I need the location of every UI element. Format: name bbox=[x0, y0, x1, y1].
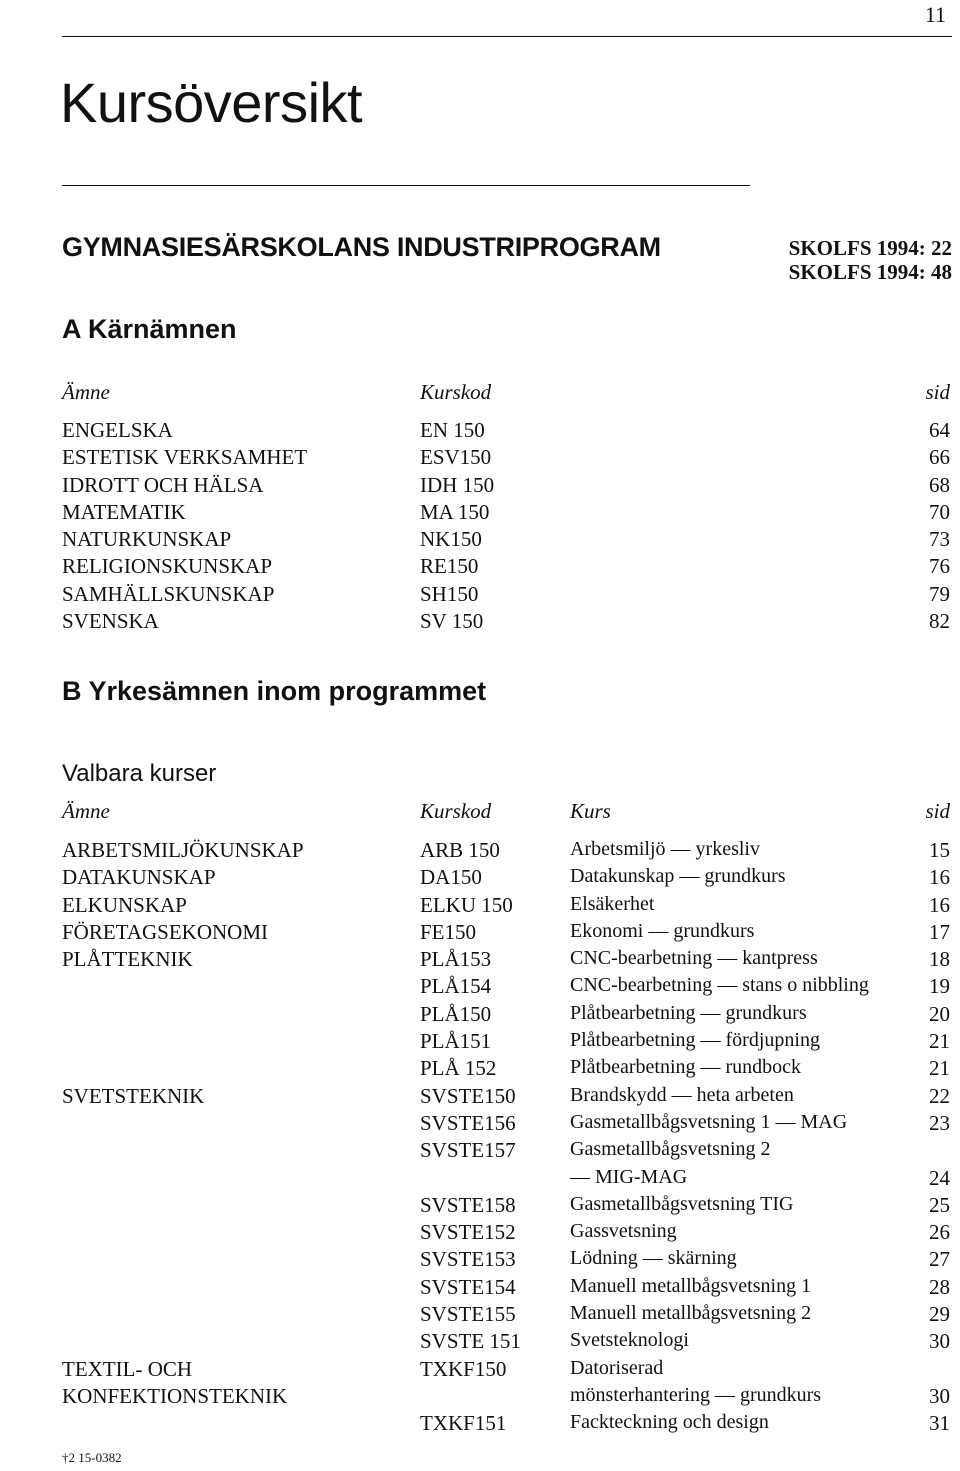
table-row bbox=[62, 418, 950, 445]
course-code-cell: SV 150 bbox=[420, 609, 484, 634]
column-header-code: Kurskod bbox=[420, 380, 492, 404]
table-row bbox=[62, 947, 950, 974]
subject-cell: SVENSKA bbox=[62, 609, 159, 634]
page-number-cell: 82 bbox=[929, 609, 950, 634]
subject-cell: FÖRETAGSEKONOMI bbox=[62, 919, 268, 944]
course-code-cell: SVSTE 151 bbox=[420, 1329, 521, 1354]
table-row bbox=[62, 1384, 950, 1411]
course-code-cell: SVSTE154 bbox=[420, 1274, 516, 1299]
subject-cell: ESTETISK VERKSAMHET bbox=[62, 445, 308, 470]
column-header-page: sid bbox=[925, 380, 950, 404]
course-code-cell: MA 150 bbox=[420, 499, 490, 524]
table-row bbox=[62, 473, 950, 500]
course-code-cell: SVSTE152 bbox=[420, 1220, 516, 1245]
top-rule bbox=[62, 36, 952, 37]
table-row bbox=[62, 974, 950, 1001]
course-name-cell: Ekonomi — grundkurs bbox=[570, 919, 755, 942]
course-name-cell: Gasmetallbågsvetsning TIG bbox=[570, 1192, 794, 1215]
course-name-cell: Plåtbearbetning — fördjupning bbox=[570, 1029, 820, 1052]
course-name-cell: Plåtbearbetning — grundkurs bbox=[570, 1001, 807, 1024]
section-b-heading: B Yrkesämnen inom programmet bbox=[62, 676, 487, 706]
subject-cell: NATURKUNSKAP bbox=[62, 527, 232, 552]
skolfs-reference: SKOLFS 1994: 22 bbox=[788, 236, 952, 260]
page-number-cell: 21 bbox=[929, 1029, 950, 1054]
page-number-cell: 66 bbox=[929, 445, 950, 470]
subject-cell: MATEMATIK bbox=[62, 499, 186, 524]
table-row bbox=[62, 1220, 950, 1247]
page-number-cell: 73 bbox=[929, 527, 950, 552]
page-number-cell: 19 bbox=[929, 974, 950, 999]
column-header-subject: Ämne bbox=[62, 380, 110, 404]
page-number-cell: 31 bbox=[929, 1411, 950, 1436]
page-number-cell: 27 bbox=[929, 1247, 950, 1272]
page-number-cell: 16 bbox=[929, 865, 950, 890]
course-code-cell: NK150 bbox=[420, 527, 482, 552]
table-row bbox=[62, 1138, 950, 1165]
program-title: GYMNASIESÄRSKOLANS INDUSTRIPROGRAM bbox=[62, 232, 661, 262]
title-rule bbox=[62, 185, 750, 186]
core-subjects-table bbox=[62, 418, 950, 636]
page-number-cell: 20 bbox=[929, 1001, 950, 1026]
column-header-page: sid bbox=[925, 799, 950, 823]
course-code-cell: DA150 bbox=[420, 865, 482, 890]
course-code-cell: SVSTE150 bbox=[420, 1083, 516, 1108]
column-header-subject: Ämne bbox=[62, 799, 110, 823]
course-name-cell: Arbetsmiljö — yrkesliv bbox=[570, 838, 760, 860]
table-row bbox=[62, 1329, 950, 1356]
page-number-cell: 21 bbox=[929, 1056, 950, 1081]
skolfs-reference: SKOLFS 1994: 48 bbox=[788, 260, 952, 284]
table-row bbox=[62, 1247, 950, 1274]
subject-cell: ARBETSMILJÖKUNSKAP bbox=[62, 838, 304, 862]
page-number-cell: 29 bbox=[929, 1302, 950, 1327]
page-number-cell: 68 bbox=[929, 472, 950, 497]
course-name-cell: Manuell metallbågsvetsning 2 bbox=[570, 1302, 812, 1325]
course-code-cell: PLÅ153 bbox=[420, 947, 492, 972]
course-name-cell: CNC-bearbetning — stans o nibbling bbox=[570, 974, 869, 997]
course-code-cell: PLÅ154 bbox=[420, 974, 492, 999]
table-row bbox=[62, 1084, 950, 1111]
page-number-cell: 18 bbox=[929, 947, 950, 972]
course-name-cell: Gasmetallbågsvetsning 1 — MAG bbox=[570, 1110, 848, 1133]
skolfs-references bbox=[789, 236, 952, 284]
table-row bbox=[62, 1411, 950, 1438]
course-code-cell: PLÅ151 bbox=[420, 1029, 492, 1054]
page-number-cell: 26 bbox=[929, 1220, 950, 1245]
subject-cell: SVETSTEKNIK bbox=[62, 1083, 205, 1108]
table-row bbox=[62, 527, 950, 554]
table-row bbox=[62, 1111, 950, 1138]
subject-cell: PLÅTTEKNIK bbox=[62, 947, 193, 972]
course-name-cell: — MIG-MAG bbox=[570, 1165, 688, 1188]
course-name-cell: Gasmetallbågsvetsning 2 bbox=[570, 1138, 771, 1161]
course-code-cell: IDH 150 bbox=[420, 472, 495, 497]
page-number: 11 bbox=[924, 2, 946, 27]
course-code-cell: TXKF150 bbox=[420, 1356, 507, 1381]
table-row bbox=[62, 582, 950, 609]
page-number-cell: 28 bbox=[929, 1274, 950, 1299]
course-code-cell: SH150 bbox=[420, 581, 479, 606]
course-code-cell: PLÅ 152 bbox=[420, 1056, 497, 1081]
page-number-cell: 30 bbox=[929, 1383, 950, 1408]
course-name-cell: Svetsteknologi bbox=[570, 1329, 689, 1352]
table-row bbox=[62, 1357, 950, 1384]
table-row bbox=[62, 500, 950, 527]
course-name-cell: Gassvetsning bbox=[570, 1220, 677, 1243]
vocational-courses-table bbox=[62, 838, 950, 1439]
table-row bbox=[62, 838, 950, 865]
table-row bbox=[62, 554, 950, 581]
page-number-cell: 64 bbox=[929, 418, 950, 442]
subject-cell: SAMHÄLLSKUNSKAP bbox=[62, 581, 275, 606]
page-number-cell: 16 bbox=[929, 892, 950, 917]
page-number-cell: 70 bbox=[929, 499, 950, 524]
table-row bbox=[62, 920, 950, 947]
page-number-cell: 22 bbox=[929, 1083, 950, 1108]
page-title: Kursöversikt bbox=[60, 71, 363, 134]
page-number-cell: 25 bbox=[929, 1192, 950, 1217]
table-row bbox=[62, 1302, 950, 1329]
course-name-cell: Datakunskap — grundkurs bbox=[570, 865, 786, 888]
page-number-cell: 23 bbox=[929, 1110, 950, 1135]
page-number-cell: 76 bbox=[929, 554, 950, 579]
course-code-cell: SVSTE156 bbox=[420, 1110, 516, 1135]
course-name-cell: Plåtbearbetning — rundbock bbox=[570, 1056, 802, 1079]
course-code-cell: SVSTE158 bbox=[420, 1192, 516, 1217]
course-code-cell: TXKF151 bbox=[420, 1411, 507, 1436]
subject-cell: IDROTT OCH HÄLSA bbox=[62, 472, 264, 497]
subject-cell: RELIGIONSKUNSKAP bbox=[62, 554, 273, 579]
course-name-cell: Brandskydd — heta arbeten bbox=[570, 1083, 794, 1106]
course-name-cell: Elsäkerhet bbox=[570, 892, 655, 915]
page-number-cell: 30 bbox=[929, 1329, 950, 1354]
course-code-cell: SVSTE157 bbox=[420, 1138, 516, 1163]
course-code-cell: SVSTE155 bbox=[420, 1302, 516, 1327]
section-b-subheading: Valbara kurser bbox=[62, 760, 217, 787]
column-header-course: Kurs bbox=[570, 799, 611, 823]
course-name-cell: Fackteckning och design bbox=[570, 1411, 769, 1434]
table-row bbox=[62, 1002, 950, 1029]
course-code-cell: ARB 150 bbox=[420, 838, 500, 862]
subject-cell: TEXTIL- OCH bbox=[62, 1356, 193, 1381]
course-code-cell: EN 150 bbox=[420, 418, 485, 442]
table-row bbox=[62, 1056, 950, 1083]
course-code-cell: SVSTE153 bbox=[420, 1247, 516, 1272]
page-number-cell: 24 bbox=[929, 1165, 950, 1190]
table-row bbox=[62, 1275, 950, 1302]
course-name-cell: Lödning — skärning bbox=[570, 1247, 737, 1270]
table-row bbox=[62, 445, 950, 472]
course-name-cell: mönsterhantering — grundkurs bbox=[570, 1383, 822, 1406]
course-code-cell: ELKU 150 bbox=[420, 892, 513, 917]
table-row bbox=[62, 865, 950, 892]
page-number-cell: 17 bbox=[929, 919, 950, 944]
subject-cell: DATAKUNSKAP bbox=[62, 865, 216, 890]
table-row bbox=[62, 1029, 950, 1056]
table-row bbox=[62, 1166, 950, 1193]
course-code-cell: PLÅ150 bbox=[420, 1001, 492, 1026]
column-header-code: Kurskod bbox=[420, 799, 492, 823]
course-name-cell: Datoriserad bbox=[570, 1356, 664, 1379]
table-row bbox=[62, 893, 950, 920]
course-name-cell: Manuell metallbågsvetsning 1 bbox=[570, 1274, 812, 1297]
subject-cell: ELKUNSKAP bbox=[62, 892, 187, 917]
page-number-cell: 79 bbox=[929, 581, 950, 606]
table-row bbox=[62, 1193, 950, 1220]
course-code-cell: ESV150 bbox=[420, 445, 492, 470]
table-row bbox=[62, 609, 950, 636]
course-code-cell: FE150 bbox=[420, 919, 477, 944]
course-code-cell: RE150 bbox=[420, 554, 479, 579]
section-a-heading: A Kärnämnen bbox=[62, 314, 237, 344]
course-name-cell: CNC-bearbetning — kantpress bbox=[570, 947, 818, 970]
subject-cell: KONFEKTIONSTEKNIK bbox=[62, 1383, 288, 1408]
footer-code: †2 15-0382 bbox=[62, 1450, 122, 1465]
page-number-cell: 15 bbox=[929, 838, 950, 862]
subject-cell: ENGELSKA bbox=[62, 418, 173, 442]
